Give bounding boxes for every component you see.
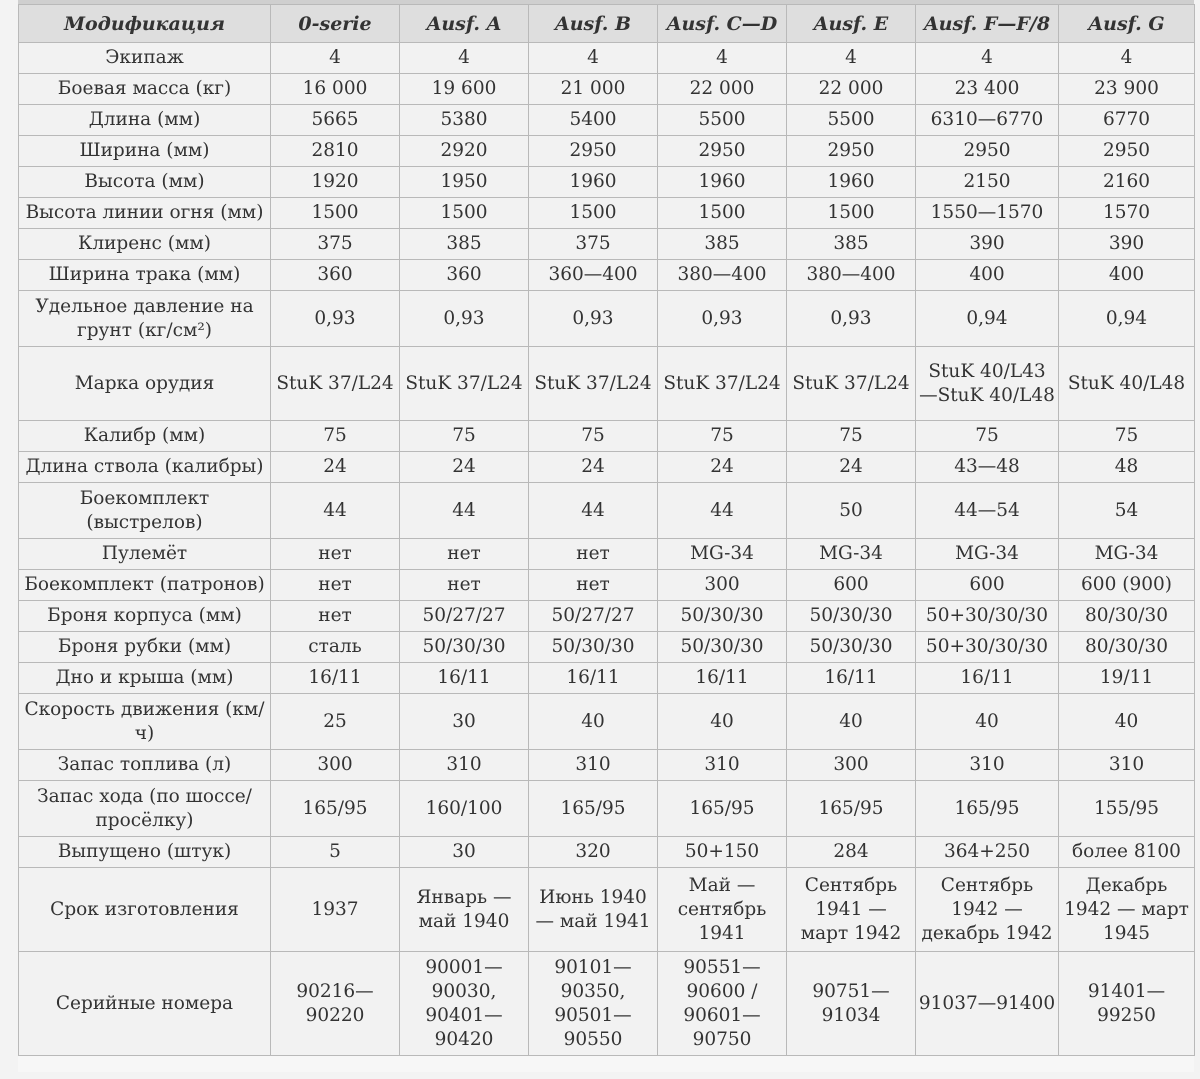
row-label: Марка орудия: [19, 347, 271, 421]
table-row: [19, 43, 1195, 74]
table-cell: 75: [658, 421, 787, 452]
table-cell: 90551— 90600 / 90601— 90750: [658, 952, 787, 1056]
row-label: Боекомплект (патронов): [19, 570, 271, 601]
table-cell: 310: [916, 750, 1059, 781]
table-cell: 400: [1059, 260, 1195, 291]
table-cell: 165/95: [271, 781, 400, 837]
table-cell: Май — сентябрь 1941: [658, 868, 787, 952]
header-cell: Ausf. G: [1059, 5, 1195, 43]
row-label: Серийные номера: [19, 952, 271, 1056]
table-cell: 364+250: [916, 837, 1059, 868]
table-cell: 50/27/27: [400, 601, 529, 632]
table-cell: 50/30/30: [658, 632, 787, 663]
header-cell: Ausf. F—F/8: [916, 5, 1059, 43]
table-cell: 385: [400, 229, 529, 260]
table-cell: 90216— 90220: [271, 952, 400, 1056]
table-cell: 160/100: [400, 781, 529, 837]
table-cell: 360—400: [529, 260, 658, 291]
table-cell: 75: [1059, 421, 1195, 452]
table-cell: Декабрь 1942 — март 1945: [1059, 868, 1195, 952]
table-cell: 16/11: [787, 663, 916, 694]
table-cell: 0,93: [787, 291, 916, 347]
row-label: Скорость движения (км/ч): [19, 694, 271, 750]
table-cell: 16 000: [271, 74, 400, 105]
row-label: Боекомплект (выстрелов): [19, 483, 271, 539]
spec-table: [18, 4, 1195, 1056]
row-label: Длина ствола (калибры): [19, 452, 271, 483]
table-row: [19, 663, 1195, 694]
table-cell: 310: [1059, 750, 1195, 781]
table-cell: 44: [400, 483, 529, 539]
table-cell: 1500: [271, 198, 400, 229]
table-cell: 50/30/30: [787, 632, 916, 663]
table-cell: 50/30/30: [787, 601, 916, 632]
table-cell: 2160: [1059, 167, 1195, 198]
table-cell: 16/11: [529, 663, 658, 694]
table-cell: 300: [658, 570, 787, 601]
table-cell: 40: [1059, 694, 1195, 750]
table-cell: 44: [658, 483, 787, 539]
table-cell: 5: [271, 837, 400, 868]
table-cell: 165/95: [787, 781, 916, 837]
row-label: Боевая масса (кг): [19, 74, 271, 105]
table-row: [19, 452, 1195, 483]
table-cell: 44—54: [916, 483, 1059, 539]
table-cell: 54: [1059, 483, 1195, 539]
table-cell: StuK 37/L24: [787, 347, 916, 421]
table-cell: 360: [271, 260, 400, 291]
table-cell: MG-34: [916, 539, 1059, 570]
table-cell: 0,93: [400, 291, 529, 347]
table-cell: более 8100: [1059, 837, 1195, 868]
table-cell: 5500: [658, 105, 787, 136]
table-cell: 80/30/30: [1059, 632, 1195, 663]
header-cell: Ausf. C—D: [658, 5, 787, 43]
row-label: Пулемёт: [19, 539, 271, 570]
table-cell: 1960: [529, 167, 658, 198]
table-cell: 43—48: [916, 452, 1059, 483]
table-cell: 310: [400, 750, 529, 781]
table-row: [19, 421, 1195, 452]
table-cell: 1960: [658, 167, 787, 198]
table-cell: 90751— 91034: [787, 952, 916, 1056]
table-row: [19, 483, 1195, 539]
table-cell: 50/30/30: [529, 632, 658, 663]
header-cell: Ausf. E: [787, 5, 916, 43]
header-cell: Ausf. B: [529, 5, 658, 43]
row-label: Срок изготовления: [19, 868, 271, 952]
table-cell: 23 900: [1059, 74, 1195, 105]
row-label: Броня корпуса (мм): [19, 601, 271, 632]
table-cell: 1500: [400, 198, 529, 229]
row-label: Выпущено (штук): [19, 837, 271, 868]
row-label: Калибр (мм): [19, 421, 271, 452]
table-cell: 25: [271, 694, 400, 750]
table-cell: 40: [787, 694, 916, 750]
table-cell: 155/95: [1059, 781, 1195, 837]
row-label: Ширина (мм): [19, 136, 271, 167]
row-label: Запас топлива (л): [19, 750, 271, 781]
table-cell: 91401— 99250: [1059, 952, 1195, 1056]
table-cell: сталь: [271, 632, 400, 663]
table-cell: MG-34: [787, 539, 916, 570]
table-cell: 1500: [787, 198, 916, 229]
table-cell: нет: [271, 570, 400, 601]
table-cell: 75: [400, 421, 529, 452]
table-row: [19, 291, 1195, 347]
table-cell: 5665: [271, 105, 400, 136]
header-cell: 0-serie: [271, 5, 400, 43]
table-cell: нет: [400, 539, 529, 570]
table-cell: 75: [916, 421, 1059, 452]
table-row: [19, 229, 1195, 260]
table-row: [19, 837, 1195, 868]
table-cell: 4: [400, 43, 529, 74]
table-cell: 40: [658, 694, 787, 750]
row-label: Длина (мм): [19, 105, 271, 136]
row-label: Броня рубки (мм): [19, 632, 271, 663]
table-cell: StuK 40/L48: [1059, 347, 1195, 421]
table-cell: Июнь 1940 — май 1941: [529, 868, 658, 952]
table-row: [19, 952, 1195, 1056]
table-cell: 375: [271, 229, 400, 260]
table-cell: 4: [271, 43, 400, 74]
table-cell: нет: [271, 601, 400, 632]
table-cell: 22 000: [658, 74, 787, 105]
table-row: [19, 781, 1195, 837]
table-cell: 21 000: [529, 74, 658, 105]
table-cell: 300: [787, 750, 916, 781]
table-cell: 4: [787, 43, 916, 74]
table-row: [19, 539, 1195, 570]
table-cell: 2950: [916, 136, 1059, 167]
table-cell: MG-34: [658, 539, 787, 570]
table-cell: 320: [529, 837, 658, 868]
table-cell: 50/30/30: [400, 632, 529, 663]
table-cell: 24: [271, 452, 400, 483]
table-row: [19, 632, 1195, 663]
table-cell: Сентябрь 1941 — март 1942: [787, 868, 916, 952]
header-cell: Модификация: [19, 5, 271, 43]
table-cell: нет: [271, 539, 400, 570]
table-cell: 16/11: [658, 663, 787, 694]
row-label: Экипаж: [19, 43, 271, 74]
table-row: [19, 136, 1195, 167]
table-row: [19, 570, 1195, 601]
table-cell: 400: [916, 260, 1059, 291]
table-cell: 165/95: [916, 781, 1059, 837]
table-cell: 50/27/27: [529, 601, 658, 632]
row-label: Запас хода (по шоссе/ просёлку): [19, 781, 271, 837]
table-cell: StuK 37/L24: [529, 347, 658, 421]
table-cell: нет: [529, 539, 658, 570]
table-cell: 380—400: [787, 260, 916, 291]
table-cell: 600: [787, 570, 916, 601]
table-cell: 380—400: [658, 260, 787, 291]
table-cell: 80/30/30: [1059, 601, 1195, 632]
table-cell: 40: [916, 694, 1059, 750]
row-label: Высота линии огня (мм): [19, 198, 271, 229]
table-cell: 0,93: [658, 291, 787, 347]
table-cell: 390: [1059, 229, 1195, 260]
table-cell: 390: [916, 229, 1059, 260]
table-cell: 19 600: [400, 74, 529, 105]
table-row: [19, 260, 1195, 291]
table-cell: Январь — май 1940: [400, 868, 529, 952]
row-label: Удельное давление на грунт (кг/см²): [19, 291, 271, 347]
table-cell: 5500: [787, 105, 916, 136]
table-cell: 24: [658, 452, 787, 483]
table-cell: 16/11: [916, 663, 1059, 694]
table-cell: 0,93: [529, 291, 658, 347]
table-cell: 4: [658, 43, 787, 74]
table-cell: 165/95: [658, 781, 787, 837]
table-cell: Сентябрь 1942 — декабрь 1942: [916, 868, 1059, 952]
table-cell: 1570: [1059, 198, 1195, 229]
table-cell: StuK 40/L43 —StuK 40/L48: [916, 347, 1059, 421]
table-cell: 2810: [271, 136, 400, 167]
table-row: [19, 868, 1195, 952]
table-cell: 50+30/30/30: [916, 601, 1059, 632]
table-cell: 50+150: [658, 837, 787, 868]
table-row: [19, 105, 1195, 136]
table-cell: 2950: [787, 136, 916, 167]
table-cell: 0,93: [271, 291, 400, 347]
table-cell: StuK 37/L24: [400, 347, 529, 421]
table-cell: 0,94: [916, 291, 1059, 347]
table-cell: 600 (900): [1059, 570, 1195, 601]
table-cell: 2950: [529, 136, 658, 167]
table-cell: 1500: [658, 198, 787, 229]
table-cell: 165/95: [529, 781, 658, 837]
table-cell: 24: [400, 452, 529, 483]
spec-table-container: [18, 0, 1194, 1072]
table-cell: StuK 37/L24: [658, 347, 787, 421]
table-cell: 5380: [400, 105, 529, 136]
table-cell: 385: [658, 229, 787, 260]
table-cell: 600: [916, 570, 1059, 601]
table-cell: 90001— 90030, 90401— 90420: [400, 952, 529, 1056]
table-cell: StuK 37/L24: [271, 347, 400, 421]
table-cell: 1920: [271, 167, 400, 198]
table-body: [19, 43, 1195, 1056]
table-cell: 2150: [916, 167, 1059, 198]
table-cell: 6310—6770: [916, 105, 1059, 136]
table-cell: 50/30/30: [658, 601, 787, 632]
table-cell: 2950: [1059, 136, 1195, 167]
table-cell: 16/11: [271, 663, 400, 694]
table-cell: 2920: [400, 136, 529, 167]
table-row: [19, 347, 1195, 421]
row-label: Дно и крыша (мм): [19, 663, 271, 694]
table-cell: 0,94: [1059, 291, 1195, 347]
table-cell: 90101— 90350, 90501— 90550: [529, 952, 658, 1056]
table-cell: 2950: [658, 136, 787, 167]
table-cell: 75: [787, 421, 916, 452]
table-cell: 375: [529, 229, 658, 260]
table-cell: 22 000: [787, 74, 916, 105]
table-cell: 24: [529, 452, 658, 483]
table-cell: 4: [529, 43, 658, 74]
table-cell: 23 400: [916, 74, 1059, 105]
table-cell: 300: [271, 750, 400, 781]
table-row: [19, 601, 1195, 632]
table-cell: 19/11: [1059, 663, 1195, 694]
table-cell: 4: [1059, 43, 1195, 74]
row-label: Ширина трака (мм): [19, 260, 271, 291]
table-cell: 75: [529, 421, 658, 452]
table-cell: 385: [787, 229, 916, 260]
table-cell: 5400: [529, 105, 658, 136]
table-row: [19, 198, 1195, 229]
table-row: [19, 694, 1195, 750]
table-cell: 1960: [787, 167, 916, 198]
table-cell: 50+30/30/30: [916, 632, 1059, 663]
table-cell: 310: [529, 750, 658, 781]
table-cell: 1950: [400, 167, 529, 198]
table-cell: 40: [529, 694, 658, 750]
table-cell: 44: [271, 483, 400, 539]
header-row: [19, 5, 1195, 43]
table-cell: 24: [787, 452, 916, 483]
row-label: Клиренс (мм): [19, 229, 271, 260]
header-cell: Ausf. A: [400, 5, 529, 43]
table-cell: 4: [916, 43, 1059, 74]
table-cell: 284: [787, 837, 916, 868]
table-cell: 50: [787, 483, 916, 539]
table-cell: 75: [271, 421, 400, 452]
table-cell: 44: [529, 483, 658, 539]
table-cell: 16/11: [400, 663, 529, 694]
table-row: [19, 750, 1195, 781]
table-cell: 48: [1059, 452, 1195, 483]
table-cell: 360: [400, 260, 529, 291]
table-cell: 1937: [271, 868, 400, 952]
table-cell: 1550—1570: [916, 198, 1059, 229]
table-cell: MG-34: [1059, 539, 1195, 570]
table-cell: 6770: [1059, 105, 1195, 136]
table-cell: 1500: [529, 198, 658, 229]
table-row: [19, 74, 1195, 105]
table-cell: нет: [529, 570, 658, 601]
table-cell: 30: [400, 694, 529, 750]
table-cell: 91037—91400: [916, 952, 1059, 1056]
table-cell: нет: [400, 570, 529, 601]
table-cell: 310: [658, 750, 787, 781]
table-row: [19, 167, 1195, 198]
table-cell: 30: [400, 837, 529, 868]
row-label: Высота (мм): [19, 167, 271, 198]
